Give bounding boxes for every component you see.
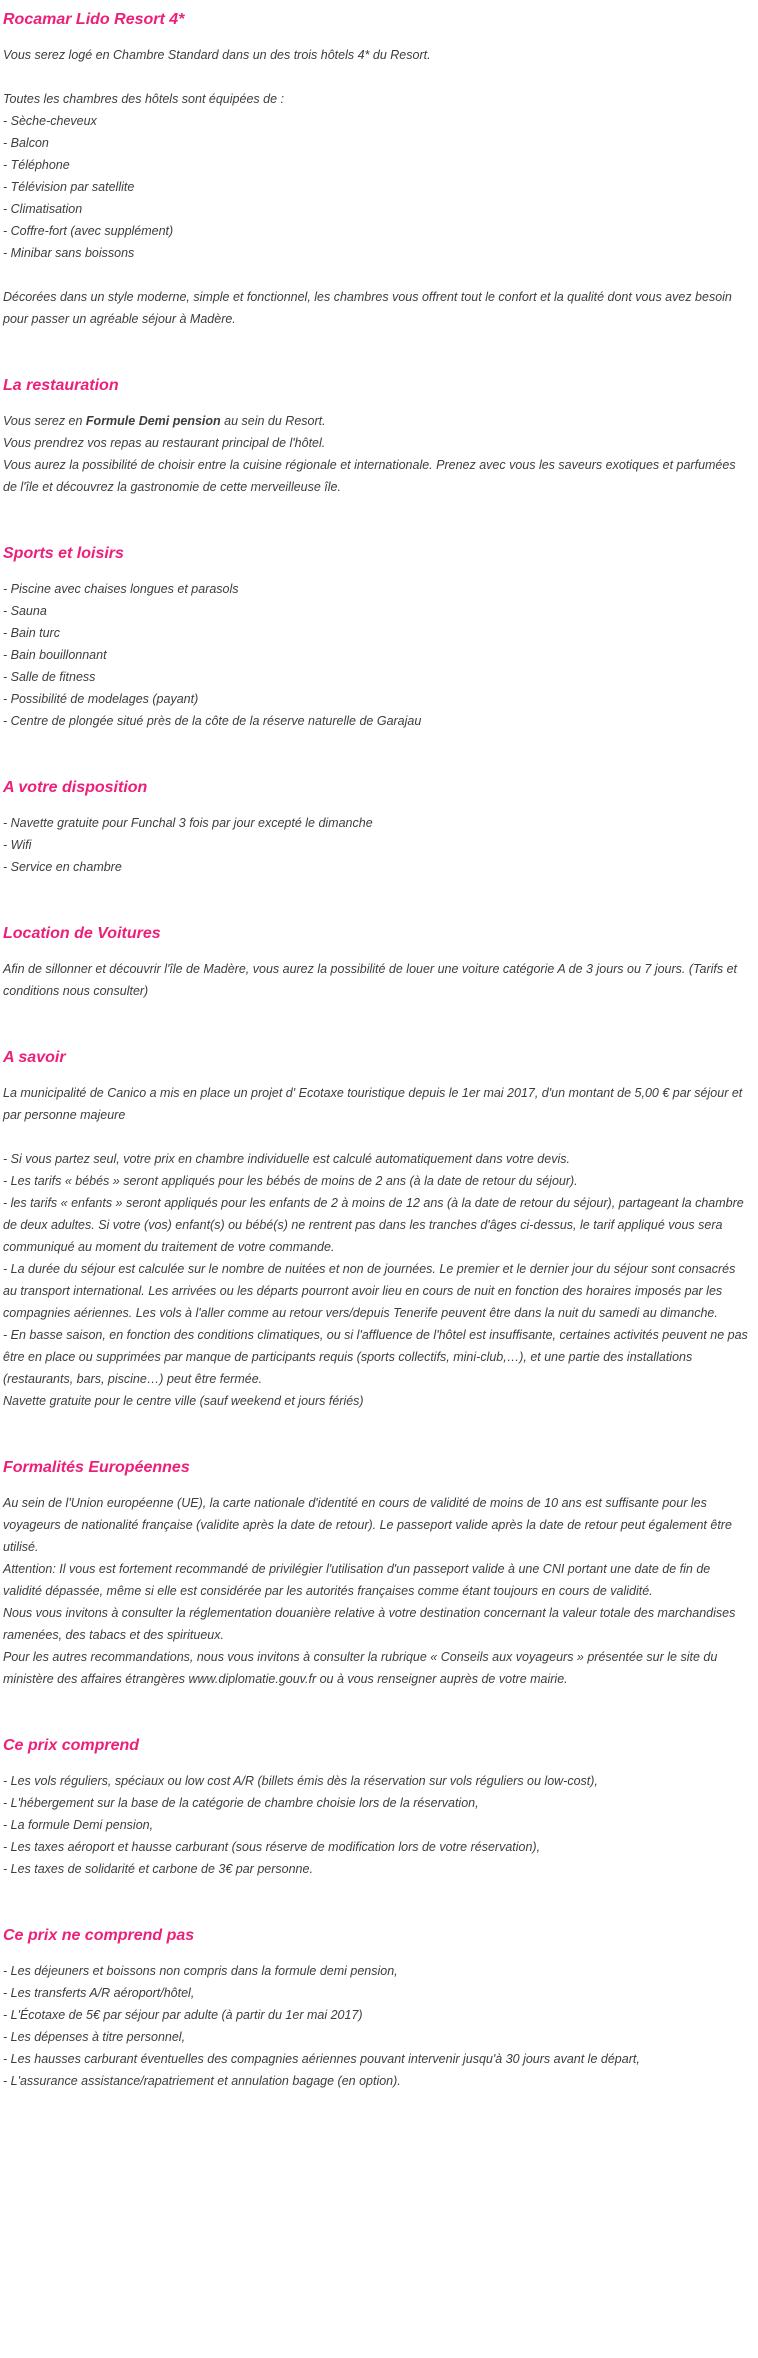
text-segment: - les tarifs « enfants » seront appliqués pour les enfants de 2 à moins de 12 ans (à la date de retour du séjour), partageant la chambre de deux adultes. Si votre (vos) enfant(s) ou bébé(s) ne rentrent pas dans les tranches d'âges ci-dessus, le tarif appliqué vous sera communiqué au moment du traitement de votre commande. (3, 1196, 744, 1254)
text-line (3, 958, 748, 1002)
text-segment: - Les dépenses à titre personnel, (3, 2030, 186, 2044)
text-line (3, 2070, 748, 2092)
text-line (3, 834, 748, 856)
text-segment: - L'assurance assistance/rapatriement et annulation bagage (en option). (3, 2074, 401, 2088)
text-line (3, 1646, 748, 1690)
text-segment: Décorées dans un style moderne, simple et fonctionnel, les chambres vous offrent tout le confort et la qualité dont vous avez besoin pour passer un agréable séjour à Madère. (3, 290, 732, 326)
text-line (3, 110, 748, 132)
text-segment: - Les transferts A/R aéroport/hôtel, (3, 1986, 195, 2000)
text-line (3, 1492, 748, 1558)
text-line (3, 1558, 748, 1602)
text-segment: Vous prendrez vos repas au restaurant principal de l'hôtel. (3, 436, 326, 450)
text-segment: - Les hausses carburant éventuelles des compagnies aériennes pouvant intervenir jusqu'à 30 jours avant le départ, (3, 2052, 640, 2066)
section-title-restauration: La restauration (3, 377, 119, 394)
text-line (3, 600, 748, 622)
text-segment: - Navette gratuite pour Funchal 3 fois par jour excepté le dimanche (3, 816, 373, 830)
text-line (3, 2048, 748, 2070)
text-segment: - Les déjeuners et boissons non compris dans la formule demi pension, (3, 1964, 398, 1978)
text-segment: La municipalité de Canico a mis en place un projet d' Ecotaxe touristique depuis le 1er mai 2017, d'un montant de 5,00 € par séjour et par personne majeure (3, 1086, 743, 1122)
text-segment: Pour les autres recommandations, nous vous invitons à consulter la rubrique « Conseils aux voyageurs » présentée sur le site du ministère des affaires étrangères www.diplomatie.gouv.fr ou à vous renseigner auprès de votre mairie. (3, 1650, 718, 1686)
text-segment: Vous serez logé en Chambre Standard dans un des trois hôtels 4* du Resort. (3, 48, 431, 62)
text-segment: - Coffre-fort (avec supplément) (3, 224, 174, 238)
text-segment: - Télévision par satellite (3, 180, 135, 194)
text-line (3, 1814, 748, 1836)
text-segment: - Centre de plongée situé près de la côte de la réserve naturelle de Garajau (3, 714, 422, 728)
text-line (3, 622, 748, 644)
text-segment: - Les taxes de solidarité et carbone de 3€ par personne. (3, 1862, 313, 1876)
text-segment: Vous serez en (3, 414, 86, 428)
document (3, 10, 748, 2092)
section-ce-prix-ne-comprend-pas (3, 1926, 748, 2092)
section-a-savoir (3, 1048, 748, 1412)
text-line (3, 1982, 748, 2004)
text-segment: - Bain bouillonnant (3, 648, 107, 662)
text-line (3, 1192, 748, 1258)
text-segment: Navette gratuite pour le centre ville (sauf weekend et jours fériés) (3, 1394, 364, 1408)
text-line (3, 1390, 748, 1412)
text-segment: - En basse saison, en fonction des conditions climatiques, ou si l'affluence de l'hôtel est insuffisante, certaines activités peuvent ne pas être en place ou supprimées par manque de participants requis (sports collectifs, mini-club,…), et une partie des installations (restaurants, bars, piscine…) peut être fermée. (3, 1328, 748, 1386)
text-segment: - Les tarifs « bébés » seront appliqués pour les bébés de moins de 2 ans (à la date de retour du séjour). (3, 1174, 578, 1188)
text-segment: Vous aurez la possibilité de choisir entre la cuisine régionale et internationale. Prenez avec vous les saveurs exotiques et parfumées de l'île et découvrez la gastronomie de cette merveilleuse île. (3, 458, 736, 494)
text-segment: - Minibar sans boissons (3, 246, 135, 260)
text-line (3, 1170, 748, 1192)
text-line (3, 1602, 748, 1646)
text-line (3, 710, 748, 732)
text-segment: - Piscine avec chaises longues et parasols (3, 582, 239, 596)
text-line (3, 88, 748, 110)
text-segment: - Si vous partez seul, votre prix en chambre individuelle est calculé automatiquement dans votre devis. (3, 1152, 570, 1166)
section-ce-prix-comprend (3, 1736, 748, 1880)
text-line (3, 132, 748, 154)
text-line (3, 410, 748, 432)
section-location-de-voitures (3, 924, 748, 1002)
text-line (3, 2026, 748, 2048)
text-segment: - Possibilité de modelages (payant) (3, 692, 199, 706)
text-segment: - Sèche-cheveux (3, 114, 97, 128)
text-line (3, 1960, 748, 1982)
section-title-a-savoir: A savoir (3, 1049, 66, 1066)
text-line (3, 644, 748, 666)
text-line (3, 812, 748, 834)
text-line (3, 286, 748, 330)
section-sports-et-loisirs (3, 544, 748, 732)
blank-line (3, 1126, 748, 1148)
section-restauration (3, 376, 748, 498)
text-segment: - Sauna (3, 604, 47, 618)
text-segment: - Les vols réguliers, spéciaux ou low cost A/R (billets émis dès la réservation sur vols réguliers ou low-cost), (3, 1774, 598, 1788)
text-line (3, 1082, 748, 1126)
text-line (3, 578, 748, 600)
text-segment: - La durée du séjour est calculée sur le nombre de nuitées et non de journées. Le premier et le dernier jour du séjour sont consacrés au transport international. Les arrivées ou les départs pourront avoir lieu en cours de nuit en fonction des horaires imposés par les compagnies aériennes. Les vols à l'aller comme au retour vers/depuis Tenerife peuvent être dans la nuit du samedi au dimanche. (3, 1262, 736, 1320)
text-segment: - Service en chambre (3, 860, 122, 874)
text-line (3, 176, 748, 198)
text-line (3, 242, 748, 264)
text-line (3, 1258, 748, 1324)
text-line (3, 1324, 748, 1390)
blank-line (3, 264, 748, 286)
text-segment: au sein du Resort. (220, 414, 326, 428)
section-formalites-europeennes (3, 1458, 748, 1690)
text-segment: - Wifi (3, 838, 32, 852)
text-segment: - La formule Demi pension, (3, 1818, 154, 1832)
text-line (3, 1836, 748, 1858)
section-title-location-de-voitures: Location de Voitures (3, 925, 161, 942)
section-title-formalites-europeennes: Formalités Européennes (3, 1459, 190, 1476)
section-a-votre-disposition (3, 778, 748, 878)
text-segment: - Salle de fitness (3, 670, 96, 684)
text-line (3, 2004, 748, 2026)
text-segment: - Climatisation (3, 202, 83, 216)
text-segment: Toutes les chambres des hôtels sont équipées de : (3, 92, 284, 106)
text-line (3, 666, 748, 688)
text-line (3, 1148, 748, 1170)
text-segment: - Les taxes aéroport et hausse carburant (sous réserve de modification lors de votre réservation), (3, 1840, 541, 1854)
section-title-ce-prix-comprend: Ce prix comprend (3, 1737, 140, 1754)
text-line (3, 1858, 748, 1880)
text-line (3, 432, 748, 454)
text-segment: - Téléphone (3, 158, 70, 172)
text-line (3, 688, 748, 710)
text-segment: Attention: Il vous est fortement recommandé de privilégier l'utilisation d'un passeport valide à une CNI portant une date de fin de validité dépassée, même si elle est considérée par les autorités françaises comme étant toujours en cours de validité. (3, 1562, 711, 1598)
text-line (3, 198, 748, 220)
text-line (3, 454, 748, 498)
text-segment: Au sein de l'Union européenne (UE), la carte nationale d'identité en cours de validité de moins de 10 ans est suffisante pour les voyageurs de nationalité française (validite après la date de retour). Le passeport valide après la date de retour peut également être utilisé. (3, 1496, 732, 1554)
section-title-sports-et-loisirs: Sports et loisirs (3, 545, 124, 562)
text-segment: - L'hébergement sur la base de la catégorie de chambre choisie lors de la réservation, (3, 1796, 479, 1810)
section-resort (3, 10, 748, 330)
bold-text-segment: Formule Demi pension (85, 414, 221, 428)
text-line (3, 1792, 748, 1814)
text-line (3, 44, 748, 66)
blank-line (3, 66, 748, 88)
section-title-resort: Rocamar Lido Resort 4* (3, 11, 185, 28)
text-line (3, 1770, 748, 1792)
text-line (3, 856, 748, 878)
section-title-a-votre-disposition: A votre disposition (3, 779, 148, 796)
text-segment: - Bain turc (3, 626, 60, 640)
text-segment: - L'Écotaxe de 5€ par séjour par adulte (à partir du 1er mai 2017) (3, 2008, 363, 2022)
text-line (3, 154, 748, 176)
text-segment: Afin de sillonner et découvrir l'île de Madère, vous aurez la possibilité de louer une voiture catégorie A de 3 jours ou 7 jours. (Tarifs et conditions nous consulter) (3, 962, 738, 998)
text-line (3, 220, 748, 242)
section-title-ce-prix-ne-comprend-pas: Ce prix ne comprend pas (3, 1927, 195, 1944)
text-segment: - Balcon (3, 136, 49, 150)
text-segment: Nous vous invitons à consulter la réglementation douanière relative à votre destination concernant la valeur totale des marchandises ramenées, des tabacs et des spiritueux. (3, 1606, 736, 1642)
